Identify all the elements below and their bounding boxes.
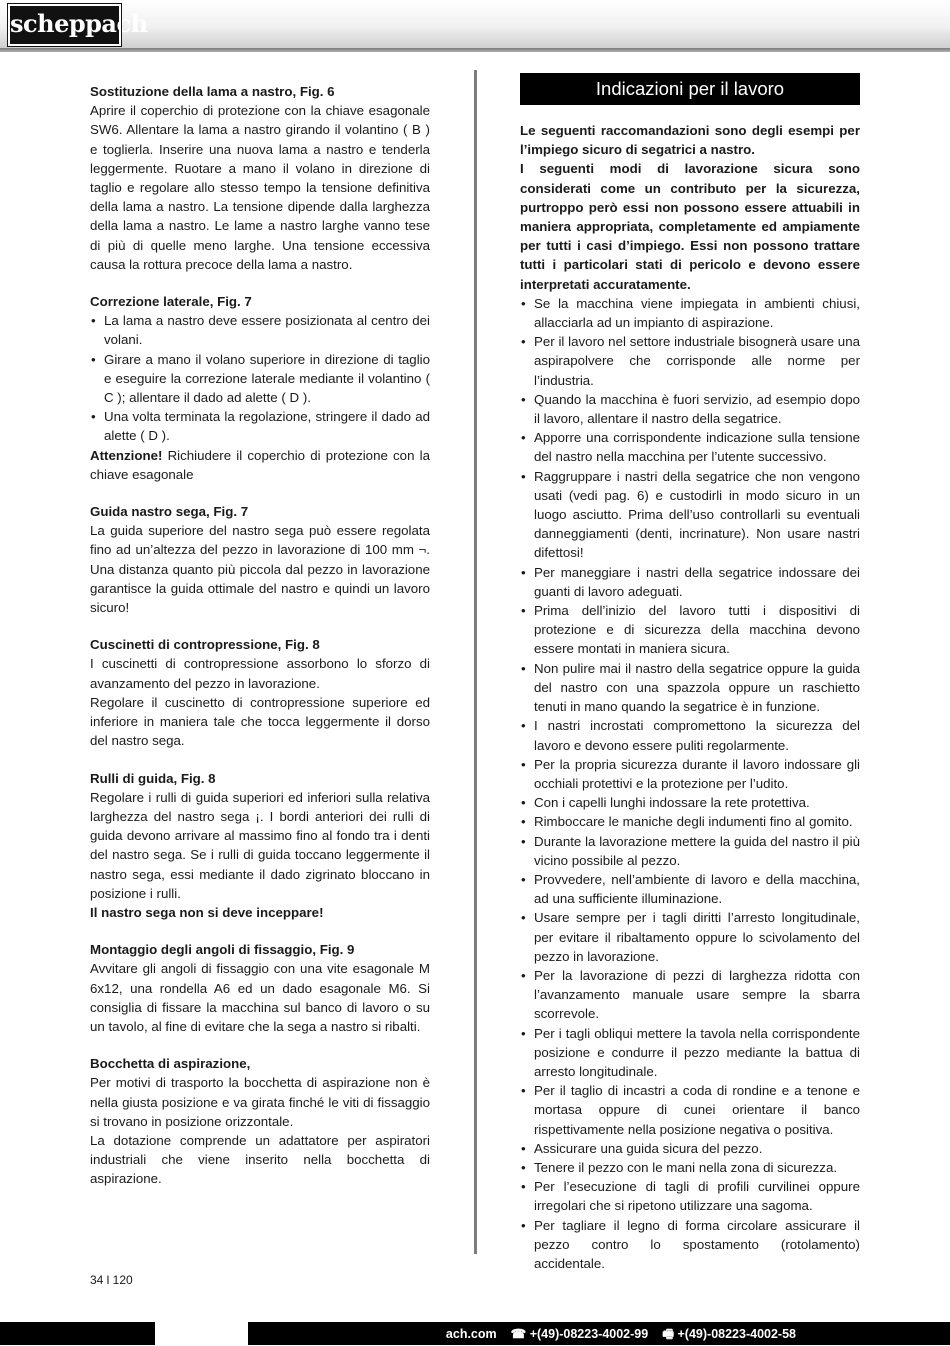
list-item: • Usare sempre per i tagli diritti l’arresto longitudinale, per evitare il ribaltamento oppure lo scivolamento del pezzo in lavorazione. — [520, 908, 860, 966]
section-extraction-port — [90, 1054, 430, 1188]
section-text: I cuscinetti di contropressione assorbono lo sforzo di avanzamento del pezzo in lavorazione. — [90, 656, 430, 691]
section-thrust-bearings — [90, 635, 430, 750]
page-number: 34 l 120 — [90, 1273, 133, 1287]
list-item: • La lama a nastro deve essere posizionata al centro dei volani. — [90, 311, 430, 349]
bullet-list — [90, 311, 430, 445]
list-item: • Per l’esecuzione di tagli di profili curvilinei oppure irregolari che si ripetono utilizzare una sagoma. — [520, 1177, 860, 1215]
section-mounting-brackets — [90, 940, 430, 1036]
list-item: • Girare a mano il volano superiore in direzione di taglio e eseguire la correzione laterale mediante il volantino ( C ); allentare il dado ad alette ( D ). — [90, 350, 430, 408]
list-item: • Raggruppare i nastri della segatrice che non vengono usati (vedi pag. 6) e custodirli in modo sicuro in un luogo asciutto. Prima dell’uso controllarli su eventuali danneggiamenti (denti, incrinature). Non usare nastri difettosi! — [520, 467, 860, 563]
section-text: Aprire il coperchio di protezione con la chiave esagonale SW6. Allentare la lama a nastro girando il volantino ( B ) e toglierla. Inserire una nuova lama a nastro e tenderla leggermente. Ruotare a mano il volano in direzione di taglio e regolare allo stesso tempo la tensione definitiva della lama a nastro. La tensione dipende dalla larghezza della lama a nastro. Le lame a nastro larghe vanno tese di più di quelle meno larghe. Una tensione eccessiva causa la rottura precoce della lama a nastro. — [90, 103, 430, 272]
section-heading: Sostituzione della lama a nastro, Fig. 6 — [90, 84, 335, 99]
warning-note — [90, 446, 430, 484]
section-blade-replacement — [90, 82, 430, 274]
warning-label: Attenzione! — [90, 447, 163, 463]
emphasis-line: Il nastro sega non si deve inceppare! — [90, 904, 324, 920]
list-item: • Quando la macchina è fuori servizio, ad esempio dopo il lavoro, allentare il nastro della segatrice. — [520, 390, 860, 428]
section-lateral-correction — [90, 292, 430, 484]
phone-icon: ☎ — [510, 1327, 527, 1341]
list-item: • Per il lavoro nel settore industriale bisognerà usare una aspirapolvere che corrisponde alle norme per l’industria. — [520, 332, 860, 390]
section-text: Regolare il cuscinetto di contropressione superiore ed inferiore in maniera tale che tocca leggermente il dorso del nastro sega. — [90, 694, 430, 749]
column-divider — [474, 70, 477, 1254]
list-item: • Per maneggiare i nastri della segatrice indossare dei guanti di lavoro adeguati. — [520, 563, 860, 601]
fax-icon: 🖷 — [662, 1326, 675, 1341]
section-title-bar: Indicazioni per il lavoro — [520, 73, 860, 105]
brand-logo: scheppach — [8, 4, 121, 46]
list-item: • I nastri incrostati compromettono la sicurezza del lavoro e devono essere puliti regolarmente. — [520, 716, 860, 754]
list-item: • Assicurare una guida sicura del pezzo. — [520, 1139, 860, 1158]
list-item: • Una volta terminata la regolazione, stringere il dado ad alette ( D ). — [90, 407, 430, 445]
section-text: La dotazione comprende un adattatore per aspiratori industriali che viene inserito nella bocchetta di aspirazione. — [90, 1132, 430, 1187]
section-text: Avvitare gli angoli di fissaggio con una vite esagonale M 6x12, una rondella A6 ed un dado esagonale M6. Si consiglia di fissare la macchina sul banco di lavoro o su un tavolo, al fine di evitare che la sega a nastro si ribalti. — [90, 961, 430, 1034]
list-item: • Rimboccare le maniche degli indumenti fino al gomito. — [520, 812, 860, 831]
list-item: • Se la macchina viene impiegata in ambienti chiusi, allacciarla ad un impianto di aspirazione. — [520, 294, 860, 332]
safety-bullet-list — [520, 294, 860, 1273]
section-saw-guide — [90, 502, 430, 617]
list-item: • Per i tagli obliqui mettere la tavola nella corrispondente posizione e condurre il pezzo mediante la battua di arresto longitudinale. — [520, 1024, 860, 1082]
header-rule — [0, 48, 950, 52]
list-item: • Tenere il pezzo con le mani nella zona di sicurezza. — [520, 1158, 860, 1177]
section-heading: Rulli di guida, Fig. 8 — [90, 770, 216, 786]
intro-text: Le seguenti raccomandazioni sono degli esempi per l’impiego sicuro di segatrici a nastro. — [520, 123, 860, 158]
section-heading: Correzione laterale, Fig. 7 — [90, 294, 252, 310]
list-item: • Per tagliare il legno di forma circolare assicurare il pezzo contro lo spostamento (rotolamento) accidentale. — [520, 1216, 860, 1274]
phone-number: +(49)-08223-4002-99 — [529, 1327, 649, 1341]
section-text: La guida superiore del nastro sega può essere regolata fino ad un’altezza del pezzo in lavorazione di 100 mm ¬. Una distanza quanto più piccola dal pezzo in lavorazione garantisce la guida ottimale del nastro e quindi un lavoro sicuro! — [90, 523, 430, 616]
list-item: • Durante la lavorazione mettere la guida del nastro il più vicino possibile al pezzo. — [520, 832, 860, 870]
section-heading: Bocchetta di aspirazione, — [90, 1056, 251, 1072]
section-heading: Guida nastro sega, Fig. 7 — [90, 504, 249, 520]
list-item: • Non pulire mai il nastro della segatrice oppure la guida del nastro con una spazzola oppure un raschietto tenuti in mano quando la segatrice è in funzione. — [520, 659, 860, 717]
list-item: • Provvedere, nell’ambiente di lavoro e della macchina, ad una sufficiente illuminazione. — [520, 870, 860, 908]
footer-gap — [155, 1322, 248, 1345]
list-item: • Per la propria sicurezza durante il lavoro indossare gli occhiali protettivi e la protezione per l’udito. — [520, 755, 860, 793]
list-item: • Apporre una corrispondente indicazione sulla tensione del nastro nella macchina per l’utente successivo. — [520, 428, 860, 466]
section-guide-rollers — [90, 769, 430, 923]
section-heading: Montaggio degli angoli di fissaggio, Fig. 9 — [90, 942, 355, 958]
warning-text: Richiudere il coperchio di protezione con la chiave esagonale — [90, 447, 430, 482]
fax-number: +(49)-08223-4002-58 — [677, 1327, 796, 1341]
footer-contact — [446, 1322, 796, 1345]
list-item: • Per il taglio di incastri a coda di rondine e a tenone e mortasa oppure di cunei orientare il banco rispettivamente nella posizione negativa o positiva. — [520, 1081, 860, 1139]
left-column — [90, 82, 430, 1207]
intro-text: I seguenti modi di lavorazione sicura sono considerati come un contributo per la sicurezza, purtroppo però essi non possono essere attuabili in maniera appropriata, completamente ed ampiamente per tutti i casi d’impiego. Essi non possono trattare tutti i particolari stati di pericolo e devono essere interpretati accuratamente. — [520, 161, 860, 292]
list-item: • Per la lavorazione di pezzi di larghezza ridotta con l’avanzamento manuale usare sempre la sbarra scorrevole. — [520, 966, 860, 1024]
right-column — [520, 78, 860, 1273]
section-text: Regolare i rulli di guida superiori ed inferiori sulla relativa larghezza del nastro sega ¡. I bordi anteriori dei rulli di guida devono arrivare al massimo fino al fondo tra i denti del nastro sega. Se i rulli di guida toccano leggermente il nastro sega, essi mediante il dado zigrinato bloccano in posizione i rulli. — [90, 789, 430, 901]
list-item: • Prima dell’inizio del lavoro tutti i dispositivi di protezione e di sicurezza della macchina devono essere montati in maniera sicura. — [520, 601, 860, 659]
list-item: • Con i capelli lunghi indossare la rete protettiva. — [520, 793, 860, 812]
section-heading: Cuscinetti di contropressione, Fig. 8 — [90, 637, 320, 653]
website-link[interactable]: ach.com — [445, 1327, 497, 1341]
section-text: Per motivi di trasporto la bocchetta di aspirazione non è nella giusta posizione e va girata finché le viti di fissaggio si trovano in posizione orizzontale. — [90, 1075, 430, 1129]
